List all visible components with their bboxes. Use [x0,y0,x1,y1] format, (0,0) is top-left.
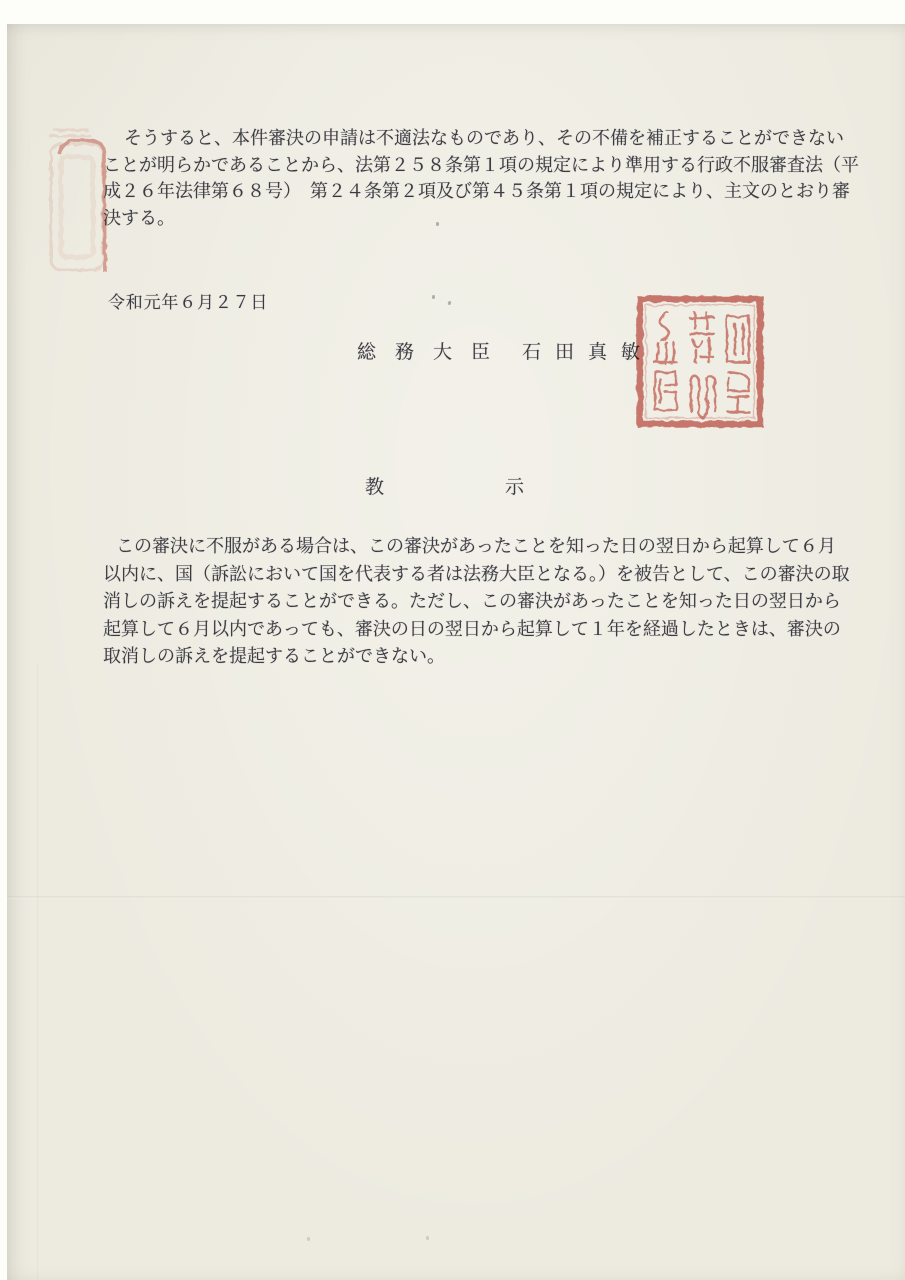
paragraph-line: 取消しの訴えを提起することができない。 [103,646,445,666]
paper-crease [37,664,40,1280]
minister-name: 石田真敏 [522,342,655,363]
minister-title: 総務大臣 [357,342,510,363]
scan-speck [432,295,435,299]
paragraph-line: 消しの訴えを提起することができる。ただし、この審決があったことを知った日の翌日から [103,591,841,611]
scan-speck [447,301,451,306]
official-seal-stamp [634,293,766,430]
paragraph-line: この審決に不服がある場合は、この審決があったことを知った日の翌日から起算して６月 [116,536,836,556]
appeal-instruction-paragraph [103,533,850,671]
paragraph-line: ことが明らかであることから、法第２５８条第１項の規定により準用する行政不服審査法（平 [103,154,859,175]
paragraph-line: 決する。 [103,207,175,228]
paper-crease [7,896,905,899]
scan-speck [426,1236,429,1240]
paragraph-line: 起算して６月以内であっても、審決の日の翌日から起算して１年を経過したときは、審決の [103,618,841,639]
scan-speck [436,222,439,226]
paragraph-line: 以内に、国（訴訟において国を代表する者は法務大臣となる。）を被告として、この審決の取 [103,563,850,584]
ruling-closing-paragraph [103,125,859,231]
scan-speck [307,1237,310,1241]
paragraph-line: そうすると、本件審決の申請は不適法なものであり、その不備を補正することができない [124,128,844,148]
date-line: 令和元年６月２７日 [108,293,269,312]
paragraph-line: 成２６年法律第６８号） 第２４条第２項及び第４５条第１項の規定により、主文のとおり審 [103,181,850,201]
paper-sheet [7,24,905,1280]
section-heading: 教示 [365,477,646,498]
